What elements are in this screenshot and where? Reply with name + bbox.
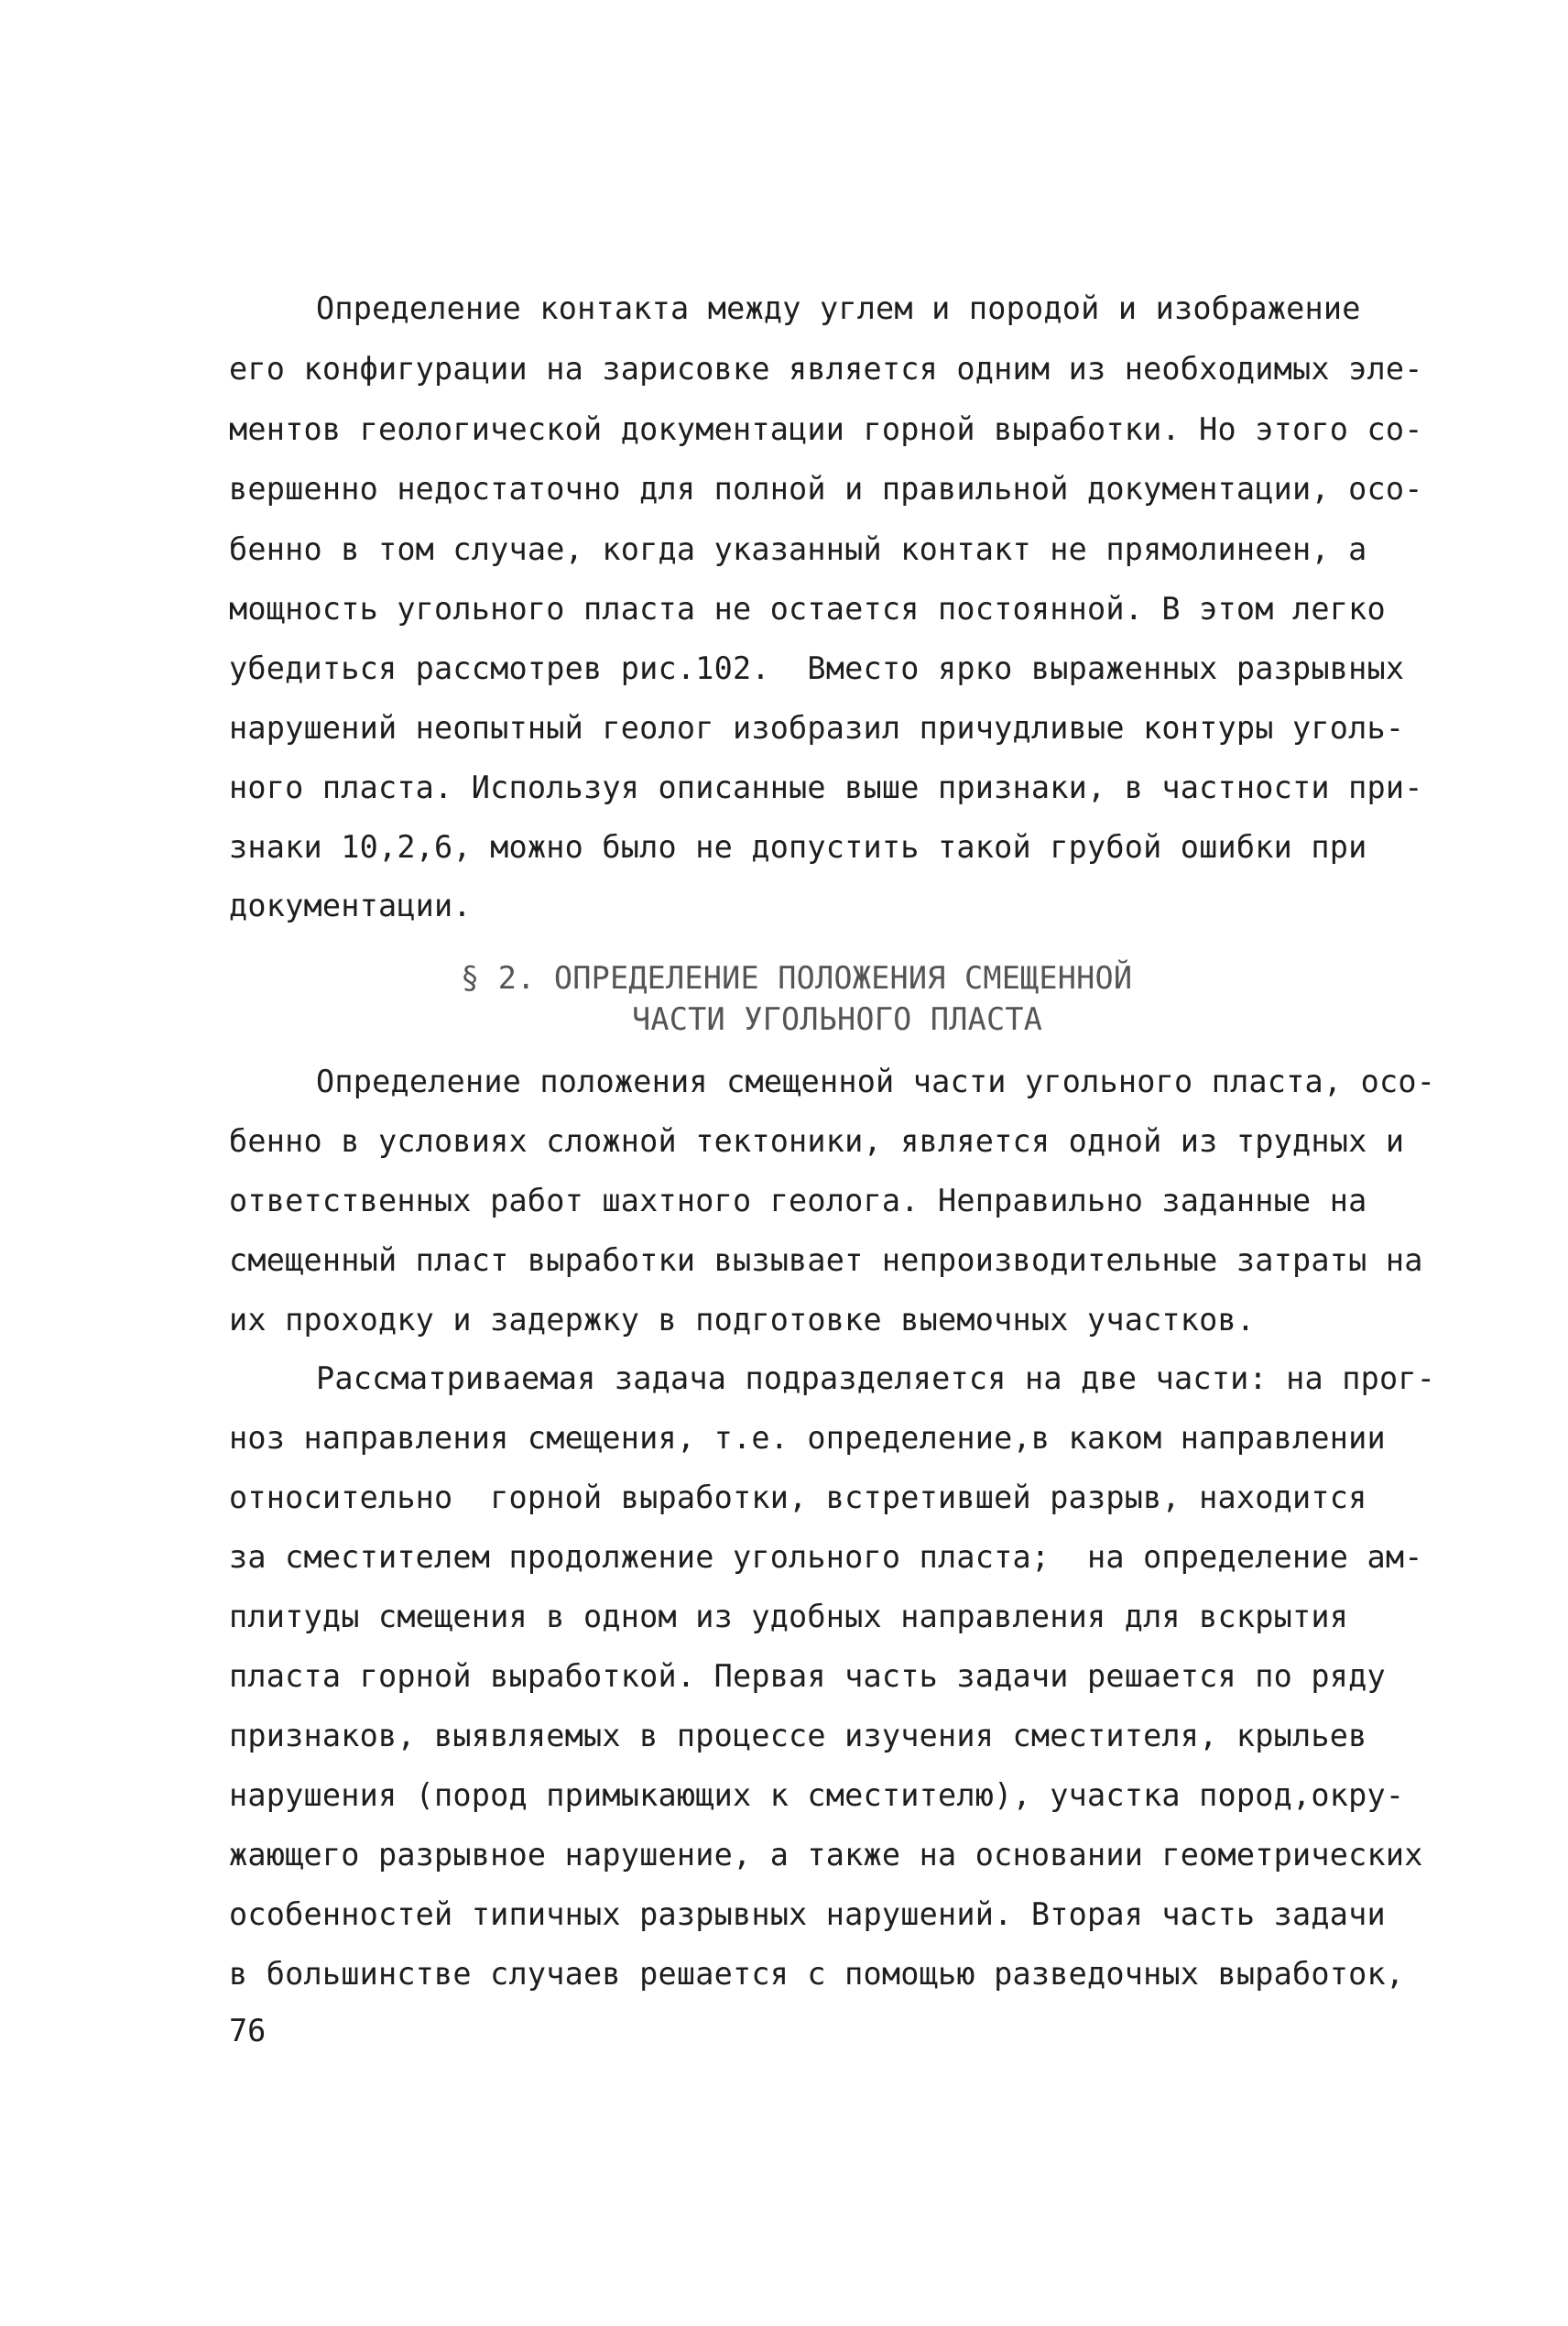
text-line: плитуды смещения в одном из удобных направления для вскрытия	[229, 1599, 1349, 1634]
text-line: бенно в условиях сложной тектоники, является одной из трудных и	[229, 1123, 1405, 1159]
text-line: признаков, выявляемых в процессе изучения сместителя, крыльев	[229, 1718, 1367, 1753]
text-line: его конфигурации на зарисовке является одним из необходимых эле-	[229, 351, 1423, 387]
text-line: относительно горной выработки, встретившей разрыв, находится	[229, 1480, 1367, 1515]
text-line: ответственных работ шахтного геолога. Неправильно заданные на	[229, 1183, 1367, 1218]
text-line: знаки 10,2,6, можно было не допустить такой грубой ошибки при	[229, 829, 1367, 865]
page-number: 76	[229, 2013, 267, 2048]
text-line: их проходку и задержку в подготовке выемочных участков.	[229, 1302, 1256, 1338]
text-line: Определение контакта между углем и породой и изображение	[316, 290, 1361, 326]
text-line: мощность угольного пласта не остается постоянной. В этом легко	[229, 591, 1386, 627]
text-line: Рассматриваемая задача подразделяется на две части: на прог-	[316, 1360, 1436, 1396]
text-line: документации.	[229, 888, 472, 923]
text-line: убедиться рассмотрев рис.102. Вместо ярко выраженных разрывных	[229, 650, 1405, 686]
text-line: Определение положения смещенной части угольного пласта, осо-	[316, 1064, 1436, 1099]
text-line: в большинстве случаев решается с помощью разведочных выработок,	[229, 1956, 1405, 1992]
text-line: за сместителем продолжение угольного пласта; на определение ам-	[229, 1539, 1423, 1575]
text-line: нарушения (пород примыкающих к сместителю), участка пород,окру-	[229, 1777, 1405, 1813]
text-line: нарушений неопытный геолог изобразил причудливые контуры уголь-	[229, 710, 1405, 746]
text-line: ного пласта. Используя описанные выше признаки, в частности при-	[229, 770, 1423, 805]
section-heading-line-2: ЧАСТИ УГОЛЬНОГО ПЛАСТА	[632, 1001, 1043, 1037]
text-line: особенностей типичных разрывных нарушений. Вторая часть задачи	[229, 1896, 1386, 1932]
text-line: ноз направления смещения, т.е. определение,в каком направлении	[229, 1420, 1386, 1456]
section-heading-line-1: § 2. ОПРЕДЕЛЕНИЕ ПОЛОЖЕНИЯ СМЕЩЕННОЙ	[461, 960, 1133, 996]
text-line: бенно в том случае, когда указанный контакт не прямолинеен, а	[229, 531, 1367, 567]
text-line: пласта горной выработкой. Первая часть задачи решается по ряду	[229, 1658, 1386, 1694]
text-line: ментов геологической документации горной выработки. Но этого со-	[229, 411, 1423, 447]
text-line: жающего разрывное нарушение, а также на основании геометрических	[229, 1837, 1423, 1873]
text-line: вершенно недостаточно для полной и правильной документации, осо-	[229, 471, 1423, 507]
text-line: смещенный пласт выработки вызывает непроизводительные затраты на	[229, 1242, 1423, 1278]
